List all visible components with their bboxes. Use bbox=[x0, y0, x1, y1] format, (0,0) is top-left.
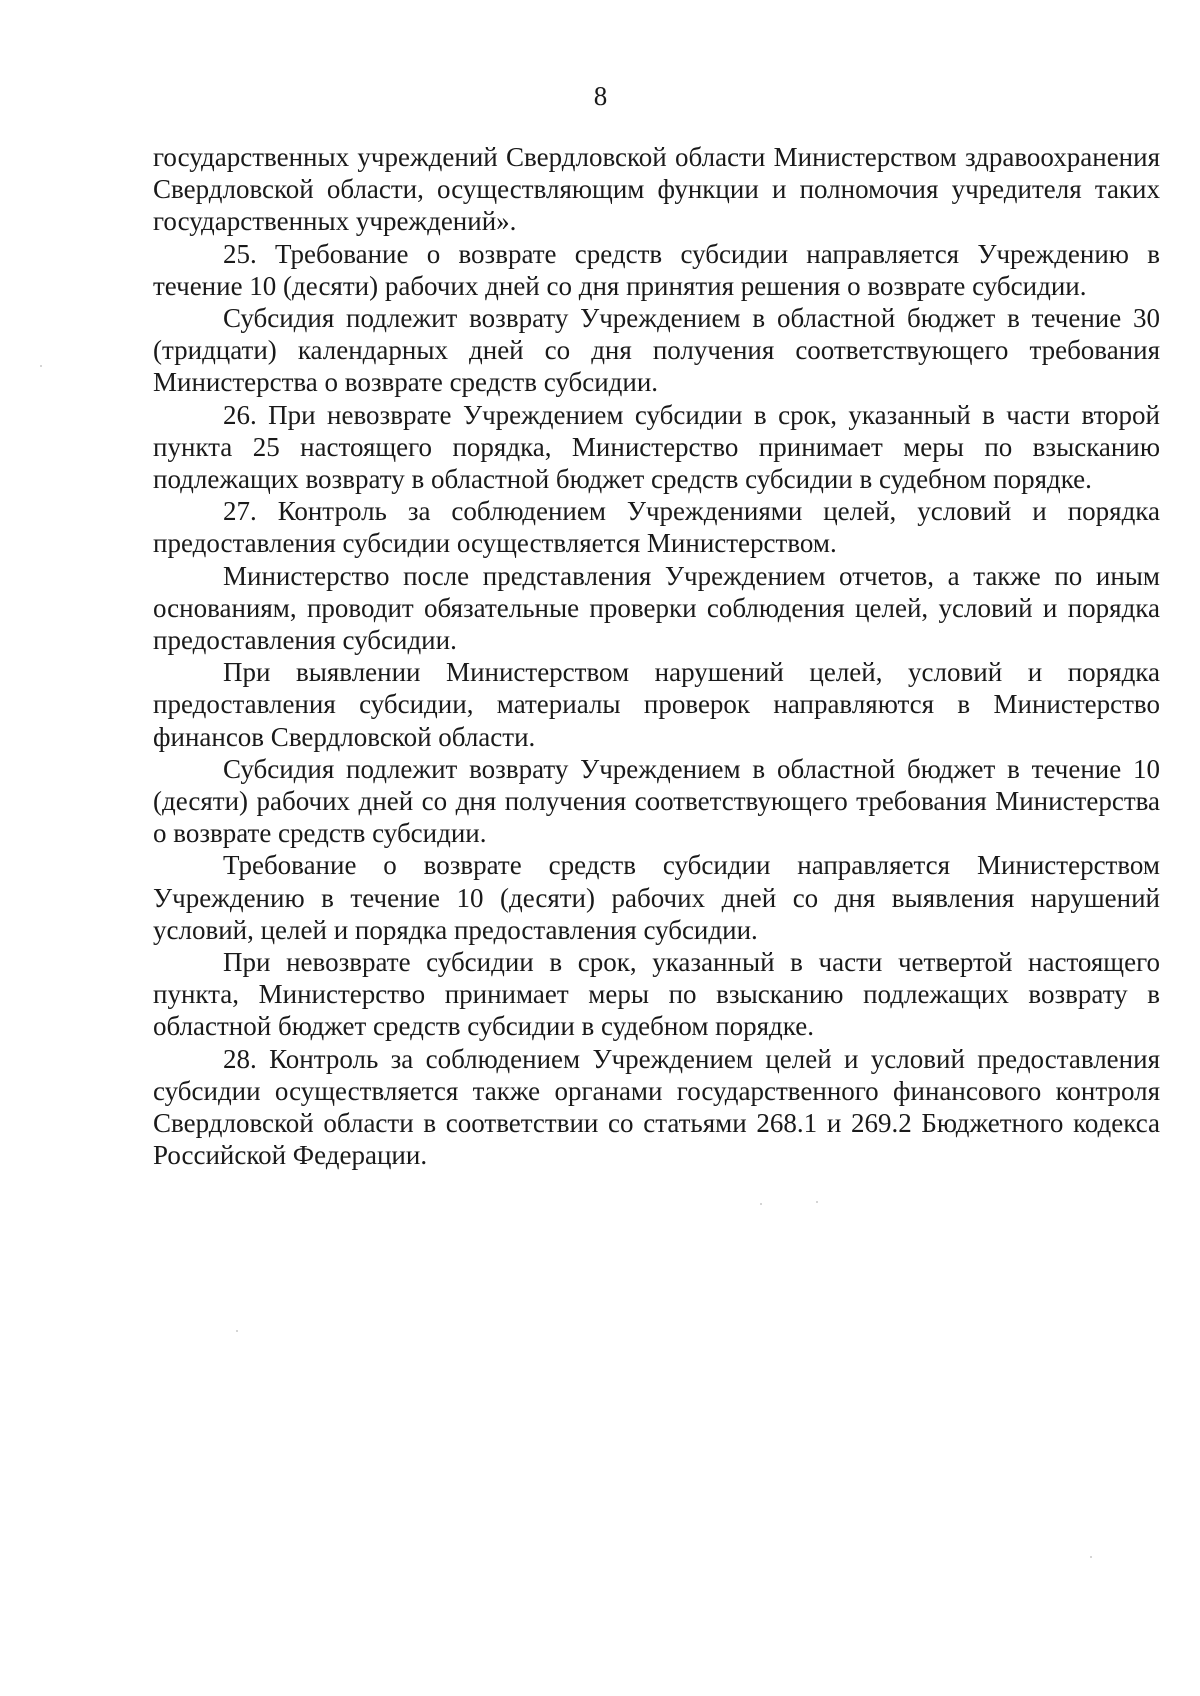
paragraph-item-27-part-4: Субсидия подлежит возврату Учреждением в областной бюджет в течение 10 (десяти) рабочих дней со дня получения соответствующего требования Министерства о возврате средств субсидии. bbox=[153, 753, 1160, 849]
paragraph-item-25: 25. Требование о возврате средств субсидии направляется Учреждению в течение 10 (десяти) рабочих дней со дня принятия решения о возврате субсидии. bbox=[153, 238, 1160, 301]
scan-speck bbox=[816, 1201, 818, 1203]
document-body bbox=[153, 141, 1160, 1172]
paragraph-item-27-part-3: При выявлении Министерством нарушений целей, условий и порядка предоставления субсидии, материалы проверок направляются в Министерство финансов Свердловской области. bbox=[153, 657, 1160, 752]
scan-speck bbox=[236, 1330, 238, 1332]
page-number: 8 bbox=[593, 81, 608, 111]
paragraph-continuation: государственных учреждений Свердловской области Министерством здравоохранения Свердловской области, осуществляющим функции и полномочия учредителя таких государственных учреждений». bbox=[153, 142, 1160, 237]
paragraph-item-26: 26. При невозврате Учреждением субсидии в срок, указанный в части второй пункта 25 настоящего порядка, Министерство принимает меры по взысканию подлежащих возврату в областной бюджет средств субсидии в судебном порядке. bbox=[153, 399, 1160, 495]
paragraph-item-27-part-5: Требование о возврате средств субсидии направляется Министерством Учреждению в течение 10 (десяти) рабочих дней со дня выявления нарушений условий, целей и порядка предоставления субсидии. bbox=[153, 850, 1160, 945]
scan-speck bbox=[40, 365, 42, 367]
paragraph-item-27-part-6: При невозврате субсидии в срок, указанный в части четвертой настоящего пункта, Министерство принимает меры по взысканию подлежащих возврату в областной бюджет средств субсидии в судебном порядке. bbox=[153, 947, 1160, 1042]
paragraph-item-25-part-2: Субсидия подлежит возврату Учреждением в областной бюджет в течение 30 (тридцати) календарных дней со дня получения соответствующего требования Министерства о возврате средств субсидии. bbox=[153, 303, 1160, 398]
paragraph-item-27-part-2: Министерство после представления Учреждением отчетов, а также по иным основаниям, проводит обязательные проверки соблюдения целей, условий и порядка предоставления субсидии. bbox=[153, 560, 1160, 656]
scan-speck bbox=[1090, 1556, 1092, 1558]
paragraph-item-27: 27. Контроль за соблюдением Учреждениями целей, условий и порядка предоставления субсидии осуществляется Министерством. bbox=[153, 496, 1160, 559]
scan-speck bbox=[760, 1203, 762, 1205]
paragraph-item-28: 28. Контроль за соблюдением Учреждением целей и условий предоставления субсидии осуществляется также органами государственного финансового контроля Свердловской области в соответствии со статьями 268.1 и 269.2 Бюджетного кодекса Российской Федерации. bbox=[153, 1043, 1160, 1171]
